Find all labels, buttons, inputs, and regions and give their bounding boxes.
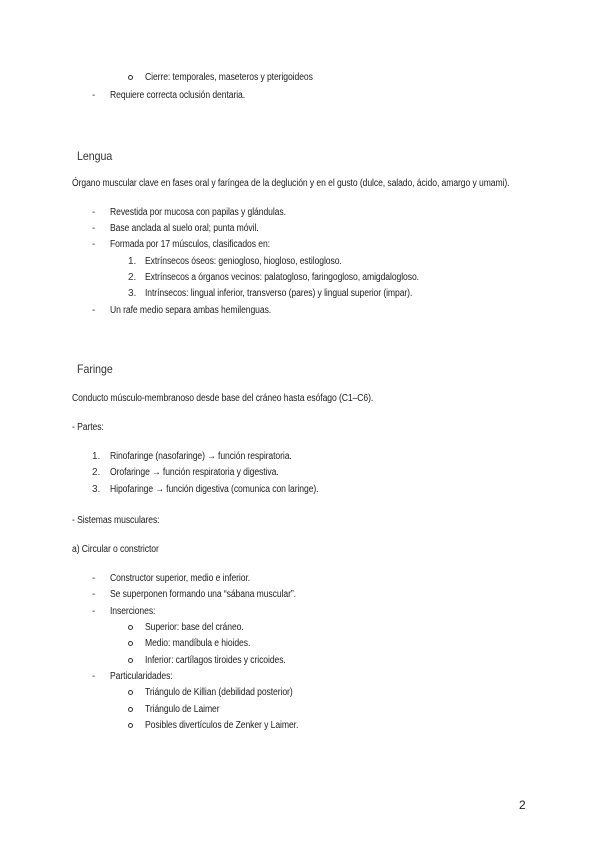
list-item: Posibles divertículos de Zenker y Laimer. (145, 720, 299, 731)
list-number: 1. (128, 256, 137, 267)
circle-bullet-icon (128, 707, 133, 712)
list-item: Inferior: cartílagos tiroides y cricoides. (145, 655, 286, 666)
list-number: 3. (92, 484, 101, 495)
list-item: Orofaringe → función respiratoria y digestiva. (110, 467, 279, 478)
circle-bullet-icon (128, 75, 133, 80)
dash-bullet: - (92, 606, 96, 617)
list-number: 2. (92, 467, 101, 478)
paragraph: Órgano muscular clave en fases oral y faríngea de la deglución y en el gusto (dulce, salado, ácido, amargo y umami). (72, 178, 510, 189)
subheading: - Sistemas musculares: (72, 515, 160, 526)
subheading: - Partes: (72, 422, 104, 433)
list-item: Extrínsecos óseos: geniogloso, hiogloso, estilogloso. (145, 256, 342, 267)
list-item: Se superponen formando una “sábana muscular”. (110, 589, 296, 600)
circle-bullet-icon (128, 690, 133, 695)
list-item: Cierre: temporales, maseteros y pterigoideos (145, 72, 313, 83)
circle-bullet-icon (128, 625, 133, 630)
dash-bullet: - (92, 573, 96, 584)
list-item: Inserciones: (110, 606, 156, 617)
list-item: Medio: mandíbula e hioides. (145, 638, 251, 649)
dash-bullet: - (92, 239, 96, 250)
list-item: Hipofaringe → función digestiva (comunica con laringe). (110, 484, 319, 495)
dash-bullet: - (92, 305, 96, 316)
list-item: Triángulo de Laimer (145, 704, 220, 715)
list-item: Requiere correcta oclusión dentaria. (110, 90, 246, 101)
list-item: Extrínsecos a órganos vecinos: palatogloso, faringogloso, amigdalogloso. (145, 272, 419, 283)
subheading: a) Circular o constrictor (72, 544, 159, 555)
dash-bullet: - (92, 589, 96, 600)
list-item: Revestida por mucosa con papilas y glándulas. (110, 207, 286, 218)
list-item: Triángulo de Killian (debilidad posterior) (145, 687, 293, 698)
paragraph: Conducto músculo-membranoso desde base del cráneo hasta esófago (C1–C6). (72, 393, 374, 404)
list-item: Rinofaringe (nasofaringe) → función respiratoria. (110, 451, 292, 462)
list-item: Intrínsecos: lingual inferior, transverso (pares) y lingual superior (impar). (145, 288, 413, 299)
dash-bullet: - (92, 90, 96, 101)
dash-bullet: - (92, 671, 96, 682)
dash-bullet: - (92, 207, 96, 218)
list-number: 1. (92, 451, 101, 462)
section-heading-lengua: Lengua (77, 149, 113, 163)
list-item: Superior: base del cráneo. (145, 622, 244, 633)
circle-bullet-icon (128, 641, 133, 646)
list-item: Particularidades: (110, 671, 173, 682)
circle-bullet-icon (128, 723, 133, 728)
list-number: 3. (128, 288, 137, 299)
list-item: Un rafe medio separa ambas hemilenguas. (110, 305, 272, 316)
page-number: 2 (519, 798, 526, 812)
circle-bullet-icon (128, 658, 133, 663)
list-item: Base anclada al suelo oral; punta móvil. (110, 223, 259, 234)
list-item: Constructor superior, medio e inferior. (110, 573, 251, 584)
list-item: Formada por 17 músculos, clasificados en: (110, 239, 270, 250)
list-number: 2. (128, 272, 137, 283)
dash-bullet: - (92, 223, 96, 234)
section-heading-faringe: Faringe (77, 362, 113, 376)
